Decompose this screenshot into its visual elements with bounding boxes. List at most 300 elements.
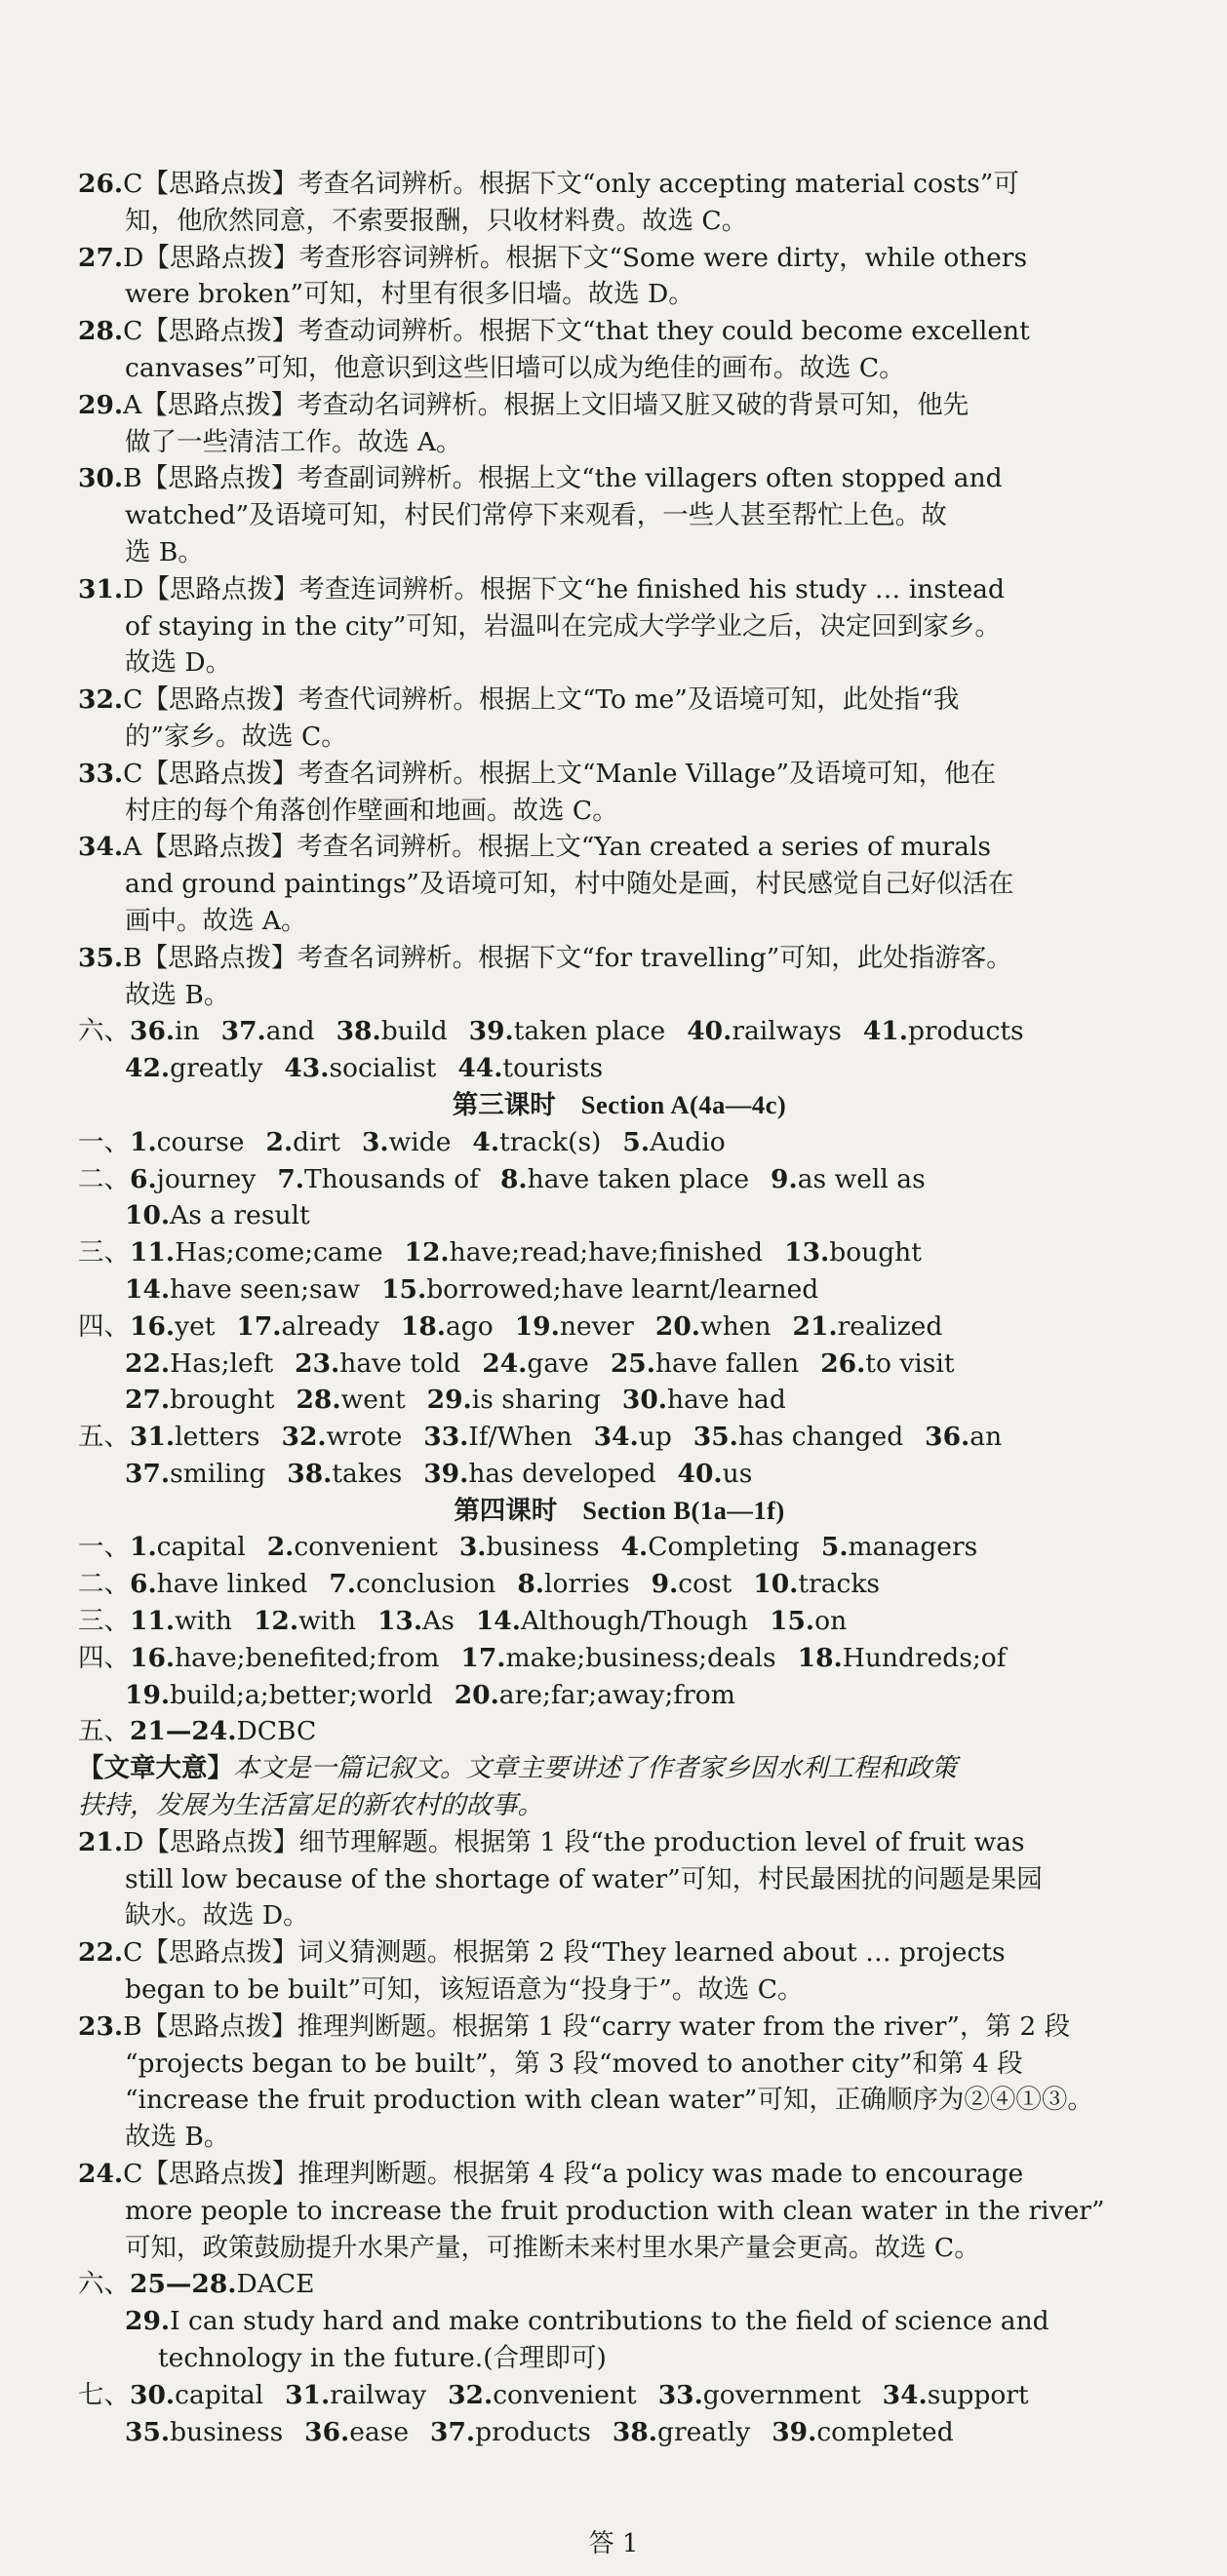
answer-text: ease bbox=[349, 2416, 410, 2447]
answer-number: 29. bbox=[125, 2306, 171, 2337]
answer-item bbox=[287, 1459, 402, 1489]
explanation-text: A【思路点拨】考查动名词辨析。根据上文旧墙又脏又破的背景可知，他先 bbox=[123, 389, 970, 420]
answer-text: Thousands of bbox=[303, 1163, 479, 1194]
answer-text: dirt bbox=[293, 1126, 340, 1157]
answer-number: 35. bbox=[693, 1422, 738, 1453]
explanation-text: more people to increase the fruit production with clean water in the river” bbox=[125, 2195, 1105, 2226]
explanation-text: and ground paintings”及语境可知，村中随处是画，村民感觉自己好似活在 bbox=[125, 869, 1014, 900]
answer-item bbox=[304, 2417, 409, 2447]
answer-text: cost bbox=[678, 1569, 732, 1600]
answer-text: have taken place bbox=[527, 1163, 750, 1194]
answer-row bbox=[78, 2303, 1161, 2340]
summary-text: 本文是一篇记叙文。文章主要讲述了作者家乡因水利工程和政策 bbox=[233, 1753, 957, 1784]
answer-text: course bbox=[156, 1126, 245, 1157]
answer-item bbox=[329, 1569, 495, 1599]
answer-number: 8. bbox=[499, 1163, 528, 1194]
answer-item bbox=[130, 2380, 263, 2410]
part-label: 三、 bbox=[78, 1237, 130, 1268]
answer-number: 37. bbox=[220, 1016, 266, 1047]
answer-item bbox=[130, 1127, 245, 1157]
part-label: 六、 bbox=[78, 1016, 130, 1047]
answer-number: 4. bbox=[620, 1532, 649, 1563]
lesson-title: 第四课时 bbox=[454, 1495, 558, 1526]
answer-number: 17. bbox=[236, 1310, 282, 1342]
answer-number: 11. bbox=[130, 1237, 176, 1268]
answer-text: As bbox=[422, 1606, 455, 1637]
answer-number: 28. bbox=[296, 1385, 341, 1416]
answer-number: 4. bbox=[472, 1126, 500, 1157]
explanation-text: 可知，政策鼓励提升水果产量，可推断未来村里水果产量会更高。故选 C。 bbox=[125, 2232, 980, 2263]
answer-item bbox=[655, 1311, 772, 1342]
answer-item bbox=[267, 1532, 438, 1562]
answer-text: If/When bbox=[468, 1422, 573, 1453]
part-label: 五、 bbox=[78, 1422, 130, 1453]
answer-item bbox=[883, 2380, 1029, 2410]
answer-text: in bbox=[175, 1016, 200, 1047]
explanation-line bbox=[78, 2046, 1161, 2083]
answer-number: 26. bbox=[820, 1347, 866, 1379]
answer-number: 33. bbox=[423, 1422, 469, 1453]
answer-text: taken place bbox=[513, 1016, 666, 1047]
answer-item bbox=[693, 1422, 903, 1452]
explanation-text: of staying in the city”可知，岩温叫在完成大学学业之后，决定回到家乡。 bbox=[125, 610, 1001, 642]
answer-number: 31. bbox=[285, 2379, 331, 2410]
explanation-line bbox=[78, 534, 1161, 571]
answer-item bbox=[658, 2380, 861, 2410]
answer-item bbox=[798, 1643, 1007, 1673]
answer-item bbox=[469, 1016, 666, 1046]
explanation-text: “projects began to be built”，第 3 段“moved to another city”和第 4 段 bbox=[125, 2048, 1023, 2079]
answer-number: 1. bbox=[130, 1126, 157, 1157]
part-label: 二、 bbox=[78, 1163, 130, 1194]
answer-number: 9. bbox=[771, 1163, 798, 1194]
answer-text: realized bbox=[837, 1310, 943, 1342]
part-label: 四、 bbox=[78, 1642, 130, 1673]
answer-number: 39. bbox=[772, 2416, 817, 2447]
section-subtitle: Section A(4a—4c) bbox=[580, 1089, 787, 1119]
answer-number: 21. bbox=[792, 1310, 838, 1342]
answer-text: technology in the future.(合理即可) bbox=[158, 2343, 607, 2374]
answer-item bbox=[130, 1311, 215, 1342]
answer-number: 35. bbox=[125, 2416, 171, 2447]
answer-text: business bbox=[486, 1532, 600, 1563]
answer-text: DCBC bbox=[236, 1716, 317, 1747]
answer-number: 10. bbox=[125, 1200, 171, 1231]
answer-number: 42. bbox=[125, 1053, 171, 1084]
answer-item bbox=[236, 1311, 378, 1342]
question-number: 35. bbox=[78, 942, 124, 973]
answer-row bbox=[78, 1603, 1161, 1640]
answer-number: 38. bbox=[287, 1458, 333, 1489]
explanation-text: 故选 D。 bbox=[125, 647, 232, 679]
question-number: 26. bbox=[78, 169, 124, 199]
answer-item bbox=[448, 2380, 637, 2410]
answer-item bbox=[621, 1532, 800, 1562]
answer-number: 16. bbox=[130, 1642, 176, 1673]
answer-number: 36. bbox=[130, 1016, 176, 1047]
answer-item bbox=[125, 1680, 433, 1710]
answer-text: journey bbox=[156, 1163, 257, 1194]
explanation-line bbox=[78, 977, 1161, 1014]
answer-item bbox=[130, 1016, 200, 1046]
answer-item bbox=[130, 1569, 307, 1599]
answer-number: 2. bbox=[266, 1532, 295, 1563]
explanation-text: 故选 B。 bbox=[125, 979, 230, 1010]
answer-row bbox=[78, 1234, 1161, 1271]
answer-item bbox=[295, 1348, 460, 1379]
explanation-text: still low because of the shortage of water”可知，村民最困扰的问题是果园 bbox=[125, 1863, 1043, 1894]
explanation-text: D【思路点拨】细节理解题。根据第 1 段“the production level of fruit was bbox=[123, 1826, 1025, 1857]
answer-number: 19. bbox=[125, 1679, 171, 1710]
answer-row bbox=[78, 1640, 1161, 1677]
answer-item bbox=[482, 1348, 589, 1379]
page-number: 答 1 bbox=[588, 2529, 639, 2558]
answer-row bbox=[78, 1013, 1161, 1050]
answer-text: borrowed;have learnt/learned bbox=[426, 1273, 819, 1305]
part-label: 二、 bbox=[78, 1569, 130, 1600]
explanation-line bbox=[78, 2193, 1161, 2230]
summary-line bbox=[78, 1750, 1161, 1787]
explanation-line bbox=[78, 460, 1161, 497]
answer-number: 25—28. bbox=[130, 2269, 237, 2300]
answer-item bbox=[793, 1311, 943, 1342]
section-subtitle: Section B(1a—1f) bbox=[582, 1495, 785, 1525]
question-number: 30. bbox=[78, 463, 124, 494]
answer-number: 32. bbox=[281, 1422, 327, 1453]
answer-text: Has;left bbox=[170, 1347, 274, 1379]
answer-row bbox=[78, 2266, 1161, 2303]
part-label: 一、 bbox=[78, 1532, 130, 1563]
answer-text: Audio bbox=[650, 1126, 726, 1157]
answer-text: DACE bbox=[236, 2269, 315, 2300]
explanation-text: 缺水。故选 D。 bbox=[125, 1900, 309, 1932]
explanation-line bbox=[78, 350, 1161, 387]
explanation-text: 村庄的每个角落创作壁画和地画。故选 C。 bbox=[125, 795, 618, 826]
explanation-line bbox=[78, 940, 1161, 977]
answer-text: capital bbox=[156, 1532, 246, 1563]
answer-number: 37. bbox=[430, 2416, 476, 2447]
answer-number: 8. bbox=[517, 1569, 545, 1600]
answer-row bbox=[78, 1713, 1161, 1750]
answer-item bbox=[517, 1569, 629, 1599]
answer-text: an bbox=[970, 1422, 1003, 1453]
section-heading bbox=[78, 1087, 1161, 1124]
explanation-text: C【思路点拨】考查代词辨析。根据上文“To me”及语境可知，此处指“我 bbox=[123, 684, 960, 716]
answer-text: As a result bbox=[170, 1200, 310, 1231]
answer-item bbox=[336, 1016, 448, 1046]
answer-text: takes bbox=[332, 1458, 403, 1489]
answer-item bbox=[423, 1459, 655, 1489]
explanation-text: C【思路点拨】词义猜测题。根据第 2 段“They learned about … projects bbox=[123, 1937, 1006, 1969]
answer-text: ago bbox=[446, 1310, 494, 1342]
explanation-text: 故选 B。 bbox=[125, 2122, 230, 2153]
explanation-text: were broken”可知，村里有很多旧墙。故选 D。 bbox=[125, 279, 694, 310]
answer-text: have;read;have;finished bbox=[449, 1237, 764, 1268]
answer-item bbox=[130, 1606, 232, 1636]
answer-number: 21—24. bbox=[130, 1716, 237, 1747]
explanation-line bbox=[78, 829, 1161, 866]
section-heading bbox=[78, 1493, 1161, 1530]
answer-text: support bbox=[927, 2379, 1029, 2410]
explanation-line bbox=[78, 203, 1161, 240]
answer-item bbox=[362, 1127, 451, 1157]
answer-item bbox=[770, 1606, 847, 1636]
answer-number: 18. bbox=[797, 1642, 843, 1673]
explanation-text: 选 B。 bbox=[125, 536, 204, 567]
question-number: 24. bbox=[78, 2159, 124, 2190]
question-number: 29. bbox=[78, 389, 124, 420]
answer-number: 33. bbox=[657, 2379, 703, 2410]
answer-item bbox=[622, 1385, 786, 1415]
explanation-line bbox=[78, 644, 1161, 682]
lesson-title: 第三课时 bbox=[452, 1089, 556, 1120]
answer-number: 38. bbox=[612, 2416, 657, 2447]
answer-number: 41. bbox=[862, 1016, 908, 1047]
question-number: 22. bbox=[78, 1937, 124, 1969]
answer-text: managers bbox=[848, 1532, 978, 1563]
answer-text: railways bbox=[732, 1016, 842, 1047]
summary-tag: 【文章大意】 bbox=[78, 1753, 233, 1784]
answer-number: 39. bbox=[423, 1458, 469, 1489]
answer-text: has changed bbox=[737, 1422, 904, 1453]
explanation-text: B【思路点拨】推理判断题。根据第 1 段“carry water from the river”，第 2 段 bbox=[123, 2010, 1071, 2042]
answer-item bbox=[820, 1348, 954, 1379]
answer-item bbox=[381, 1274, 818, 1305]
answer-text: bought bbox=[829, 1237, 922, 1268]
answer-item bbox=[457, 1053, 603, 1083]
answer-row bbox=[78, 1419, 1161, 1456]
question-number: 32. bbox=[78, 684, 124, 716]
answer-number: 36. bbox=[304, 2416, 350, 2447]
answer-number: 43. bbox=[284, 1053, 330, 1084]
answer-item bbox=[130, 1532, 246, 1562]
explanation-line bbox=[78, 166, 1161, 203]
answer-item bbox=[423, 1422, 572, 1452]
answer-number: 36. bbox=[925, 1422, 970, 1453]
answer-item bbox=[125, 1053, 262, 1083]
answer-item bbox=[125, 1348, 273, 1379]
answer-number: 22. bbox=[125, 1347, 171, 1379]
answer-row bbox=[78, 1161, 1161, 1198]
answer-number: 7. bbox=[277, 1163, 304, 1194]
answer-text: capital bbox=[175, 2379, 264, 2410]
answer-item bbox=[771, 1164, 926, 1194]
answer-text: have;benefited;from bbox=[175, 1642, 440, 1673]
answer-item bbox=[500, 1164, 749, 1194]
explanation-text: B【思路点拨】考查名词辨析。根据下文“for travelling”可知，此处指游客。 bbox=[123, 942, 1012, 973]
explanation-text: A【思路点拨】考查名词辨析。根据上文“Yan created a series of murals bbox=[123, 832, 992, 863]
answer-number: 10. bbox=[753, 1569, 799, 1600]
answer-number: 15. bbox=[770, 1606, 815, 1637]
answer-text: letters bbox=[175, 1422, 260, 1453]
answer-item bbox=[613, 2417, 750, 2447]
answer-number: 29. bbox=[426, 1385, 472, 1416]
answer-text: wrote bbox=[326, 1422, 403, 1453]
answer-row bbox=[78, 1529, 1161, 1566]
answer-item bbox=[784, 1237, 922, 1268]
answer-text: when bbox=[700, 1310, 772, 1342]
explanation-line bbox=[78, 424, 1161, 461]
answer-number: 12. bbox=[404, 1237, 450, 1268]
explanation-text: 画中。故选 A。 bbox=[125, 905, 307, 936]
explanation-line bbox=[78, 793, 1161, 830]
answer-item bbox=[277, 1164, 479, 1194]
answer-row bbox=[78, 1566, 1161, 1603]
explanation-text: C【思路点拨】推理判断题。根据第 4 段“a policy was made to encourage bbox=[123, 2159, 1024, 2190]
answer-item bbox=[125, 1200, 310, 1230]
answer-number: 32. bbox=[448, 2379, 494, 2410]
answer-number: 38. bbox=[336, 1016, 381, 1047]
answer-item bbox=[282, 1422, 403, 1452]
answer-text: convenient bbox=[294, 1532, 438, 1563]
answer-number: 25. bbox=[610, 1347, 655, 1379]
answer-text: us bbox=[722, 1458, 753, 1489]
answer-text: build;a;better;world bbox=[170, 1679, 433, 1710]
explanation-line bbox=[78, 240, 1161, 277]
answer-text: Although/Though bbox=[520, 1606, 749, 1637]
explanation-line bbox=[78, 2009, 1161, 2046]
explanation-text: watched”及语境可知，村民们常停下来观看，一些人甚至帮忙上色。故 bbox=[125, 500, 947, 531]
answer-item bbox=[427, 1385, 601, 1415]
answer-row bbox=[78, 1308, 1161, 1346]
answer-number: 11. bbox=[130, 1606, 176, 1637]
answer-number: 20. bbox=[454, 1679, 499, 1710]
explanation-text: D【思路点拨】考查形容词辨析。根据下文“Some were dirty，while others bbox=[123, 242, 1028, 273]
answer-item bbox=[460, 1643, 775, 1673]
explanation-line bbox=[78, 608, 1161, 645]
explanation-text: C【思路点拨】考查名词辨析。根据下文“only accepting material costs”可 bbox=[123, 169, 1019, 199]
answer-text: smiling bbox=[170, 1458, 266, 1489]
answer-item bbox=[254, 1606, 356, 1636]
explanation-line bbox=[78, 903, 1161, 940]
question-number: 28. bbox=[78, 316, 124, 347]
answer-item bbox=[753, 1569, 880, 1599]
answer-text: Has;come;came bbox=[175, 1237, 383, 1268]
answer-item bbox=[863, 1016, 1024, 1046]
question-number: 31. bbox=[78, 573, 124, 605]
explanation-line bbox=[78, 497, 1161, 534]
answer-text: railway bbox=[330, 2379, 427, 2410]
explanation-line bbox=[78, 2156, 1161, 2193]
answer-item bbox=[459, 1532, 600, 1562]
explanation-line bbox=[78, 1971, 1161, 2009]
answer-number: 44. bbox=[457, 1053, 503, 1084]
answer-text: brought bbox=[170, 1385, 275, 1416]
answer-item bbox=[472, 1127, 601, 1157]
answer-text: are;far;away;from bbox=[498, 1679, 735, 1710]
answer-row bbox=[78, 1456, 1161, 1493]
answer-number: 5. bbox=[820, 1532, 849, 1563]
answer-number: 1. bbox=[130, 1532, 157, 1563]
explanation-line bbox=[78, 1861, 1161, 1898]
answer-text: tourists bbox=[502, 1053, 604, 1084]
answer-number: 3. bbox=[361, 1126, 389, 1157]
explanation-text: began to be built”可知，该短语意为“投身于”。故选 C。 bbox=[125, 1974, 804, 2006]
answer-item bbox=[284, 1053, 436, 1083]
explanation-line bbox=[78, 1824, 1161, 1861]
answer-text: products bbox=[907, 1016, 1024, 1047]
answer-text: convenient bbox=[493, 2379, 637, 2410]
answer-row bbox=[78, 2340, 1161, 2377]
part-label: 一、 bbox=[78, 1126, 130, 1157]
answer-text: Hundreds;of bbox=[842, 1642, 1007, 1673]
answer-text: completed bbox=[816, 2416, 954, 2447]
explanation-line bbox=[78, 1934, 1161, 1971]
answer-number: 16. bbox=[130, 1310, 176, 1342]
answer-content bbox=[78, 166, 1161, 2450]
answer-text: up bbox=[638, 1422, 672, 1453]
answer-number: 17. bbox=[460, 1642, 506, 1673]
answer-text: government bbox=[702, 2379, 861, 2410]
explanation-text: “increase the fruit production with clean water”可知，正确顺序为②④①③。 bbox=[125, 2085, 1093, 2116]
answer-row bbox=[78, 1346, 1161, 1383]
answer-row bbox=[78, 1677, 1161, 1714]
answer-number: 27. bbox=[125, 1385, 171, 1416]
part-label: 三、 bbox=[78, 1606, 130, 1637]
answer-text: have had bbox=[667, 1385, 786, 1416]
answer-item bbox=[476, 1606, 748, 1636]
answer-text: already bbox=[281, 1310, 379, 1342]
answer-item bbox=[401, 1311, 494, 1342]
answer-item bbox=[130, 1716, 316, 1746]
explanation-line bbox=[78, 387, 1161, 424]
explanation-line bbox=[78, 719, 1161, 756]
answer-text: I can study hard and make contributions to the field of science and bbox=[170, 2306, 1049, 2337]
summary-line bbox=[78, 1787, 1161, 1824]
answer-number: 2. bbox=[265, 1126, 294, 1157]
answer-text: is sharing bbox=[471, 1385, 601, 1416]
answer-number: 37. bbox=[125, 1458, 171, 1489]
answer-item bbox=[405, 1237, 764, 1268]
answer-item bbox=[130, 1422, 260, 1452]
answer-text: with bbox=[298, 1606, 356, 1637]
explanation-line bbox=[78, 682, 1161, 719]
answer-row bbox=[78, 2377, 1161, 2414]
answer-item bbox=[515, 1311, 634, 1342]
answer-number: 40. bbox=[677, 1458, 723, 1489]
answer-row bbox=[78, 1197, 1161, 1234]
answer-number: 31. bbox=[130, 1422, 176, 1453]
answer-item bbox=[925, 1422, 1002, 1452]
summary-text: 扶持，发展为生活富足的新农村的故事。 bbox=[78, 1790, 543, 1821]
part-label: 七、 bbox=[78, 2379, 130, 2410]
answer-item bbox=[285, 2380, 426, 2410]
answer-number: 13. bbox=[376, 1606, 423, 1637]
answer-text: have linked bbox=[156, 1569, 308, 1600]
answer-item bbox=[130, 1643, 439, 1673]
answer-number: 7. bbox=[329, 1569, 357, 1600]
answer-item bbox=[130, 1237, 383, 1268]
answer-item bbox=[430, 2417, 591, 2447]
answer-item bbox=[611, 1348, 799, 1379]
answer-text: greatly bbox=[170, 1053, 263, 1084]
answer-row bbox=[78, 1382, 1161, 1419]
explanation-text: 做了一些清洁工作。故选 A。 bbox=[125, 426, 462, 457]
answer-item bbox=[125, 2417, 283, 2447]
answer-text: business bbox=[170, 2416, 284, 2447]
answer-number: 40. bbox=[687, 1016, 732, 1047]
answer-item bbox=[377, 1606, 455, 1636]
answer-number: 23. bbox=[295, 1347, 340, 1379]
answer-item bbox=[678, 1459, 753, 1489]
answer-text: socialist bbox=[329, 1053, 437, 1084]
answer-item bbox=[125, 1274, 360, 1305]
answer-number: 13. bbox=[784, 1237, 830, 1268]
explanation-line bbox=[78, 276, 1161, 313]
answer-item bbox=[772, 2417, 953, 2447]
answer-text: have fallen bbox=[654, 1347, 800, 1379]
answer-text: Completing bbox=[648, 1532, 800, 1563]
